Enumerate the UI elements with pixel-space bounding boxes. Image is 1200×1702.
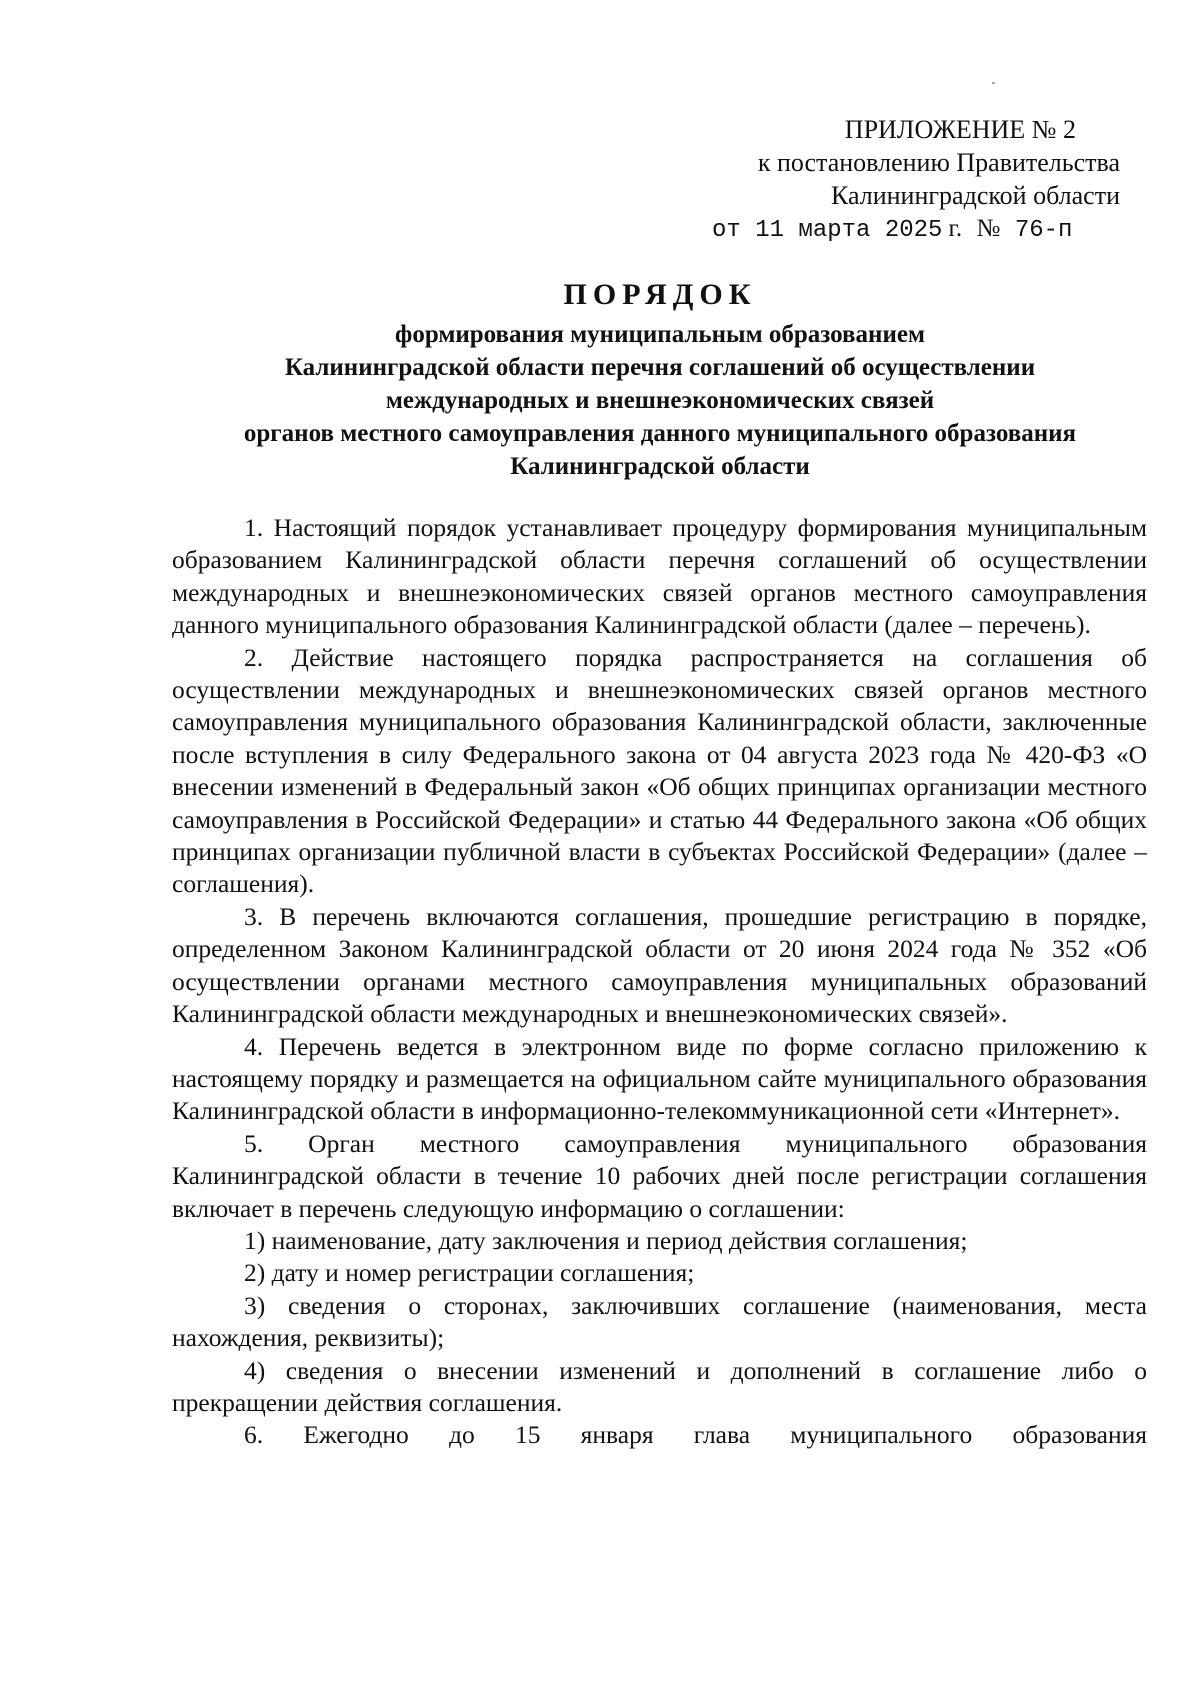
document-body: [172, 512, 1147, 1452]
appendix-title: ПРИЛОЖЕНИЕ № 2: [844, 115, 1076, 144]
subtitle-line: органов местного самоуправления данного муниципального образования: [243, 420, 1077, 447]
scan-speck: [992, 82, 995, 84]
list-item-3: 3) сведения о сторонах, заключивших соглашение (наименования, места нахождения, реквизиты);: [172, 1290, 1147, 1353]
number-sign: №: [976, 215, 1001, 242]
appendix-resolution-line: к постановлению Правительства: [757, 148, 1120, 177]
list-item-2: 2) дату и номер регистрации соглашения;: [244, 1258, 695, 1288]
paragraph-2: 2. Действие настоящего порядка распространяется на соглашения об осуществлении международных и внешнеэкономических связей органов местного самоуправления муниципального образования Калининградской области, заключенные после вступления в силу Федерального закона от 04 августа 2023 года № 420-ФЗ «О внесении изменений в Федеральный закон «Об общих принципах организации местного самоуправления в Российской Федерации» и статью 44 Федерального закона «Об общих принципах организации публичной власти в субъектах Российской Федерации» (далее – соглашения).: [172, 642, 1147, 899]
date-year-suffix: г.: [948, 215, 963, 242]
document-title: ПОРЯДОК: [563, 278, 757, 311]
paragraph-5: 5. Орган местного самоуправления муниципального образования Калининградской области в течение 10 рабочих дней после регистрации соглашения включает в перечень следующую информацию о соглашении:: [172, 1128, 1147, 1223]
date-prefix: от: [712, 217, 741, 244]
appendix-region-line: Калининградской области: [830, 181, 1120, 210]
paragraph-6: 6. Ежегодно до 15 января глава муниципального образования: [244, 1420, 1147, 1450]
approval-block: [660, 113, 1120, 247]
subtitle-line: Калининградской области: [510, 453, 810, 480]
appendix-date-line: [660, 212, 1120, 247]
paragraph-3: 3. В перечень включаются соглашения, прошедшие регистрацию в порядке, определенном Законом Калининградской области от 20 июня 2024 года № 352 «Об осуществлении органами местного самоуправления муниципальных образований Калининградской области международных и внешнеэкономических связей».: [172, 901, 1147, 1029]
number-value: 76-п: [1014, 217, 1073, 244]
list-item-1: 1) наименование, дату заключения и период действия соглашения;: [244, 1225, 968, 1255]
subtitle-line: международных и внешнеэкономических связей: [385, 387, 935, 414]
document-subtitle: [170, 318, 1150, 483]
date-value: 11 марта 2025: [755, 217, 943, 244]
paragraph-4: 4. Перечень ведется в электронном виде по форме согласно приложению к настоящему порядку и размещается на официальном сайте муниципального образования Калининградской области в информационно-телекоммуникационной сети «Интернет».: [172, 1031, 1147, 1126]
paragraph-1: 1. Настоящий порядок устанавливает процедуру формирования муниципальным образованием Калининградской области перечня соглашений об осуществлении международных и внешнеэкономических связей органов местного самоуправления данного муниципального образования Калининградской области (далее – перечень).: [172, 513, 1147, 640]
subtitle-line: формирования муниципальным образованием: [395, 321, 925, 348]
list-item-4: 4) сведения о внесении изменений и дополнений в соглашение либо о прекращении действия соглашения.: [172, 1355, 1147, 1417]
document-heading: [170, 276, 1150, 483]
subtitle-line: Калининградской области перечня соглашений об осуществлении: [284, 354, 1036, 381]
